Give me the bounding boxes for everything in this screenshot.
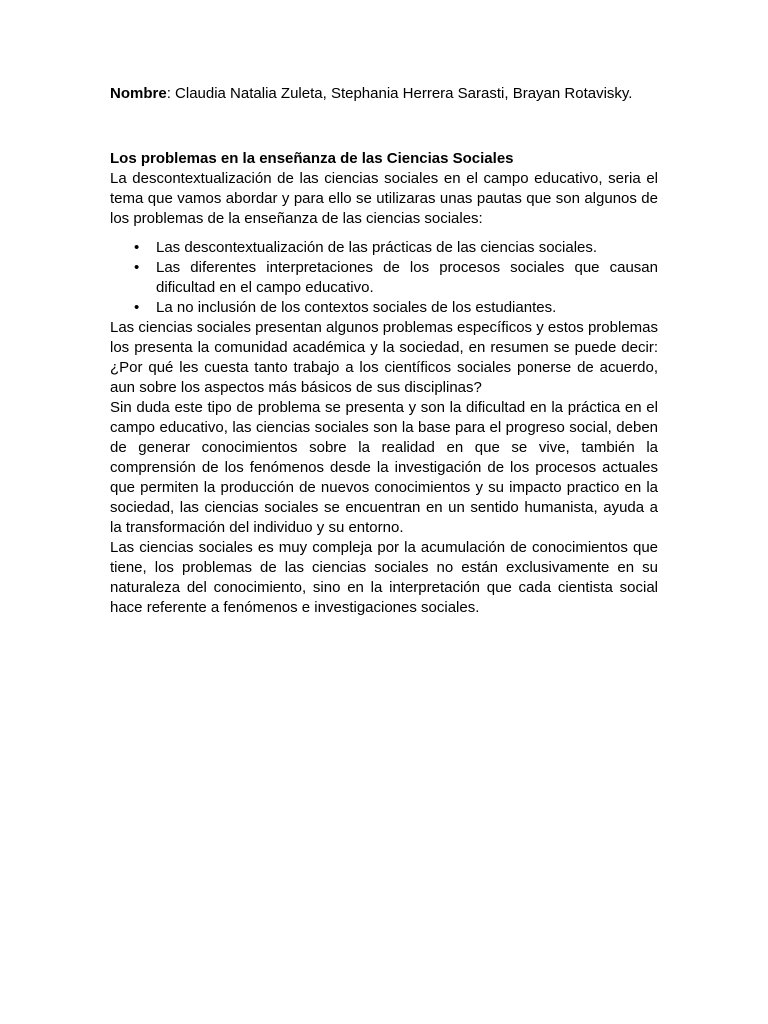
bullet-text: Las descontextualización de las prácticas de las ciencias sociales. [156, 239, 598, 256]
bullet-list [110, 238, 658, 318]
document-page [110, 84, 658, 618]
intro-paragraph: La descontextualización de las ciencias sociales en el campo educativo, seria el tema que vamos abordar y para ello se utilizaras unas pautas que son algunos de los problemas de la enseñanza de las ciencias sociales: [110, 170, 658, 227]
bullet-dot: • [134, 259, 140, 276]
bullet-item [110, 238, 658, 258]
author-label: Nombre [110, 85, 167, 102]
bullet-dot: • [134, 299, 140, 316]
bullet-item [110, 258, 658, 298]
bullet-dot: • [134, 239, 140, 256]
body-paragraph: Sin duda este tipo de problema se presenta y son la dificultad en la práctica en el campo educativo, las ciencias sociales son la base para el progreso social, deben de generar conocimientos sobre la realidad en que se vive, también la comprensión de los fenómenos desde la investigación de los procesos actuales que permiten la producción de nuevos conocimientos y su impacto practico en la sociedad, las ciencias sociales se encuentran en un sentido humanista, ayuda a la transformación del individuo y su entorno. [110, 399, 658, 536]
document-title: Los problemas en la enseñanza de las Ciencias Sociales [110, 150, 514, 167]
body-paragraph: Las ciencias sociales presentan algunos problemas específicos y estos problemas los presenta la comunidad académica y la sociedad, en resumen se puede decir: ¿Por qué les cuesta tanto trabajo a los científicos sociales ponerse de acuerdo, aun sobre los aspectos más básicos de sus disciplinas? [110, 319, 658, 396]
body-paragraph: Las ciencias sociales es muy compleja por la acumulación de conocimientos que tiene, los problemas de las ciencias sociales no están exclusivamente en su naturaleza del conocimiento, sino en la interpretación que cada cientista social hace referente a fenómenos e investigaciones sociales. [110, 539, 658, 616]
bullet-text: La no inclusión de los contextos sociales de los estudiantes. [156, 299, 557, 316]
author-line [110, 84, 658, 104]
author-names: : Claudia Natalia Zuleta, Stephania Herrera Sarasti, Brayan Rotavisky. [166, 85, 633, 102]
bullet-item [110, 298, 658, 318]
bullet-text: Las diferentes interpretaciones de los procesos sociales que causan dificultad en el campo educativo. [156, 259, 658, 296]
